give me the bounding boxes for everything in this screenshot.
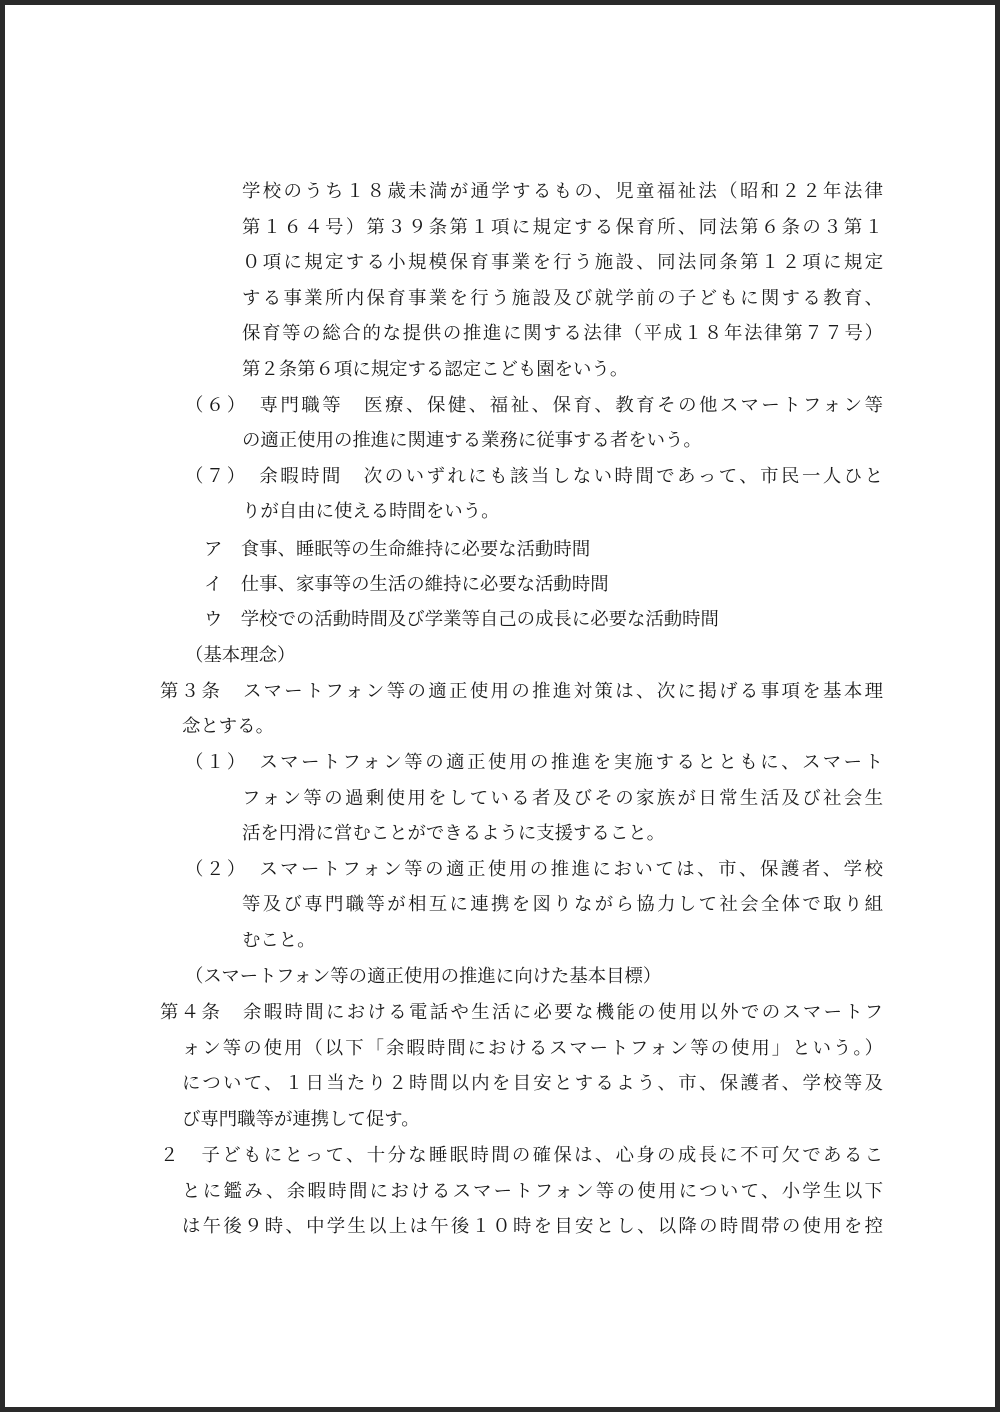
text-line: りが自由に使える時間をいう。 [242, 501, 500, 522]
text-line: び専門職等が連携して促す。 [182, 1109, 420, 1130]
sub-item-a: ア 食事、睡眠等の生命維持に必要な活動時間 [204, 539, 591, 560]
principle-item-1: （１） スマートフォン等の適正使用の推進を実施するとともに、スマート [185, 752, 883, 773]
text-line: 等及び専門職等が相互に連携を図りながら協力して社会全体で取り組 [242, 894, 883, 915]
text-line: 活を円滑に営むことができるように支援すること。 [242, 823, 665, 844]
principle-item-2: （２） スマートフォン等の適正使用の推進においては、市、保護者、学校 [185, 859, 883, 880]
text-line: ォン等の使用（以下「余暇時間におけるスマートフォン等の使用」という。） [182, 1038, 883, 1059]
sub-item-u: ウ 学校での活動時間及び学業等自己の成長に必要な活動時間 [204, 609, 719, 630]
document-page [5, 5, 995, 1407]
text-line: むこと。 [242, 930, 316, 951]
section-caption: （基本理念） [185, 645, 296, 666]
text-line: とに鑑み、余暇時間におけるスマートフォン等の使用について、小学生以下 [182, 1181, 883, 1202]
definition-item-7: （７） 余暇時間 次のいずれにも該当しない時間であって、市民一人ひと [185, 466, 883, 487]
text-line: は午後９時、中学生以上は午後１０時を目安とし、以降の時間帯の使用を控 [182, 1216, 883, 1237]
article-3-heading: 第３条 スマートフォン等の適正使用の推進対策は、次に掲げる事項を基本理 [160, 681, 883, 702]
text-line: 第１６４号）第３９条第１項に規定する保育所、同法第６条の３第１ [242, 217, 883, 238]
text-line: 学校のうち１８歳未満が通学するもの、児童福祉法（昭和２２年法律 [242, 181, 883, 202]
sub-item-i: イ 仕事、家事等の生活の維持に必要な活動時間 [204, 574, 609, 595]
text-line: の適正使用の推進に関連する業務に従事する者をいう。 [242, 430, 702, 451]
text-line: フォン等の過剰使用をしている者及びその家族が日常生活及び社会生 [242, 788, 883, 809]
text-line: 第２条第６項に規定する認定こども園をいう。 [242, 359, 629, 380]
text-line: する事業所内保育事業を行う施設及び就学前の子どもに関する教育、 [242, 288, 883, 309]
paragraph-2: ２ 子どもにとって、十分な睡眠時間の確保は、心身の成長に不可欠であるこ [160, 1145, 883, 1166]
text-line: について、１日当たり２時間以内を目安とするよう、市、保護者、学校等及 [182, 1073, 883, 1094]
section-caption: （スマートフォン等の適正使用の推進に向けた基本目標） [185, 966, 662, 987]
article-4-heading: 第４条 余暇時間における電話や生活に必要な機能の使用以外でのスマートフ [160, 1002, 883, 1023]
text-line: 保育等の総合的な提供の推進に関する法律（平成１８年法律第７７号） [242, 323, 883, 344]
definition-item-6: （６） 専門職等 医療、保健、福祉、保育、教育その他スマートフォン等 [185, 395, 883, 416]
text-line: 念とする。 [182, 716, 274, 737]
text-line: ０項に規定する小規模保育事業を行う施設、同法同条第１２項に規定 [242, 252, 883, 273]
